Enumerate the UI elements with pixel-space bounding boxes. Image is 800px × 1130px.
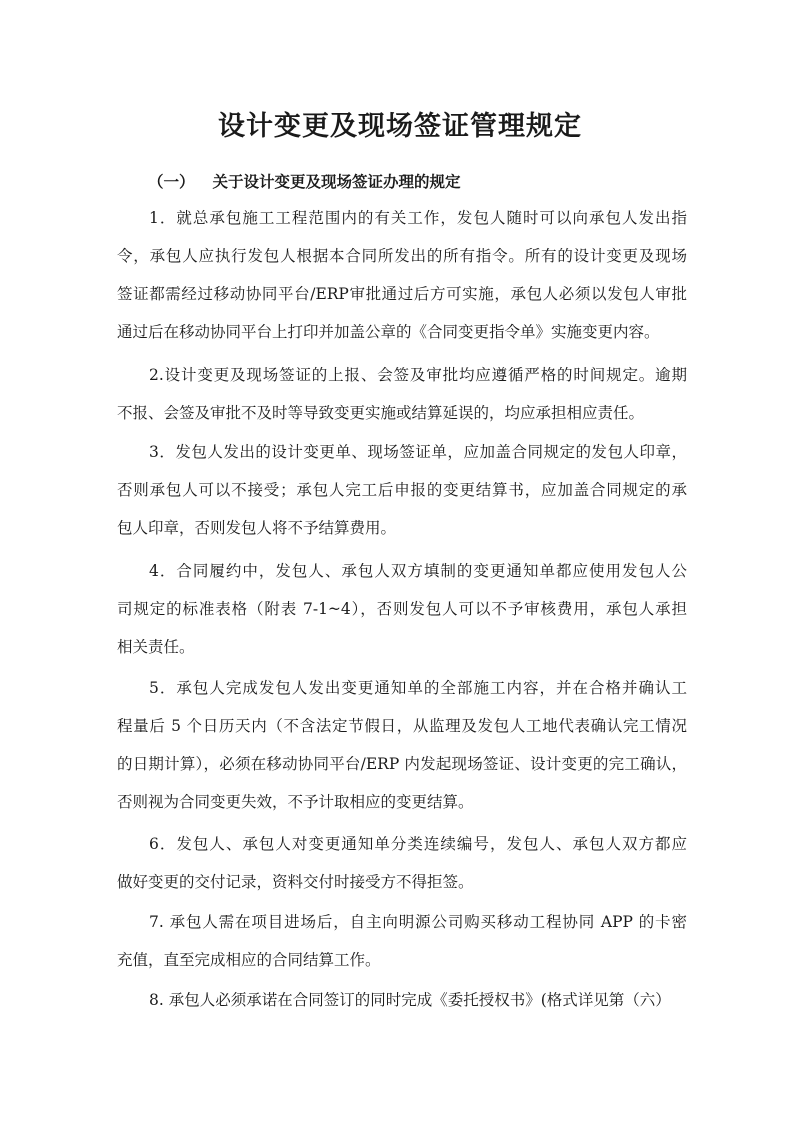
section-heading-text: 关于设计变更及现场签证办理的规定 [212, 172, 461, 191]
paragraph-line: 程量后 5 个日历天内（不含法定节假日，从监理及发包人工地代表确认完工情况 [117, 717, 687, 735]
paragraph-line: 3．发包人发出的设计变更单、现场签证单，应加盖合同规定的发包人印章， [149, 443, 687, 461]
paragraph-line: 的日期计算），必须在移动协同平台/ERP 内发起现场签证、设计变更的完工确认， [117, 755, 687, 773]
document-title: 设计变更及现场签证管理规定 [218, 111, 582, 142]
paragraph-line: 不报、会签及审批不及时等导致变更实施或结算延误的，均应承担相应责任。 [117, 404, 645, 422]
paragraph-4 [117, 552, 687, 666]
paragraph-2 [117, 356, 687, 432]
paragraph-3 [117, 433, 687, 547]
paragraph-line: 1．就总承包施工工程范围内的有关工作，发包人随时可以向承包人发出指 [149, 209, 687, 227]
paragraph-5 [117, 669, 687, 821]
section-heading [148, 170, 461, 192]
paragraph-line: 相关责任。 [117, 638, 195, 656]
paragraph-line: 否则视为合同变更失效，不予计取相应的变更结算。 [117, 793, 474, 811]
paragraph-8 [117, 981, 687, 1019]
paragraph-6 [117, 825, 687, 901]
paragraph-line: 签证都需经过移动协同平台/ERP审批通过后方可实施，承包人必须以发包人审批 [117, 285, 687, 303]
paragraph-line: 通过后在移动协同平台上打印并加盖公章的《合同变更指令单》实施变更内容。 [117, 323, 660, 341]
paragraph-line: 做好变更的交付记录，资料交付时接受方不得拒签。 [117, 873, 474, 891]
paragraph-line: 否则承包人可以不接受；承包人完工后申报的变更结算书，应加盖合同规定的承 [117, 481, 687, 499]
paragraph-line: 7. 承包人需在项目进场后，自主向明源公司购买移动工程协同 APP 的卡密 [149, 913, 687, 931]
paragraph-1 [117, 199, 687, 351]
section-number: （一） [148, 172, 195, 191]
paragraph-line: 司规定的标准表格（附表 7-1~4），否则发包人可以不予审核费用，承包人承担 [117, 600, 687, 618]
paragraph-line: 包人印章，否则发包人将不予结算费用。 [117, 519, 397, 537]
paragraph-line: 充值，直至完成相应的合同结算工作。 [117, 951, 381, 969]
paragraph-line: 2.设计变更及现场签证的上报、会签及审批均应遵循严格的时间规定。逾期 [149, 366, 687, 384]
paragraph-line: 4．合同履约中，发包人、承包人双方填制的变更通知单都应使用发包人公 [149, 562, 687, 580]
paragraph-line: 5．承包人完成发包人发出变更通知单的全部施工内容，并在合格并确认工 [149, 679, 687, 697]
paragraph-7 [117, 903, 687, 979]
paragraph-line: 令，承包人应执行发包人根据本合同所发出的所有指令。所有的设计变更及现场 [117, 247, 687, 265]
paragraph-line: 6．发包人、承包人对变更通知单分类连续编号，发包人、承包人双方都应 [149, 835, 687, 853]
paragraph-line: 8. 承包人必须承诺在合同签订的同时完成《委托授权书》(格式详见第（六） [149, 991, 671, 1009]
